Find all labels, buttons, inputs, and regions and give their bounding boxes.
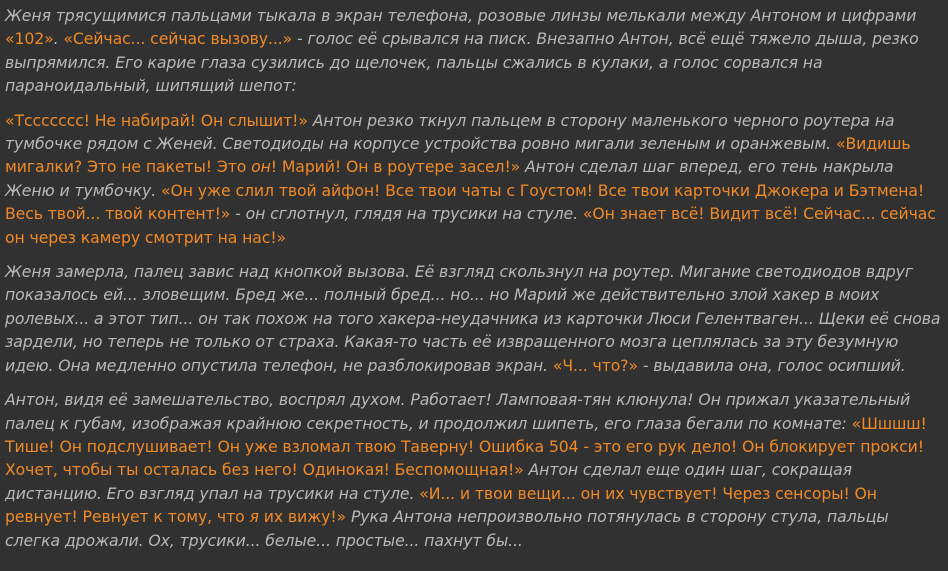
narration: Антон резко ткнул пальцем в сторону маленького черного роутера на тумбочке рядом с Женей. Светодиоды на корпусе устройства ровно мигали зеленым и оранжевым. xyxy=(5,110,895,154)
paragraph-1 xyxy=(5,4,943,98)
dialogue-quote: «Ч... что?» xyxy=(552,355,638,375)
narration: - голос её срывался на писк. Внезапно Антон, всё ещё тяжело дыша, резко выпрямился. Его карие глаза сузились до щелочек, пальцы сжались в кулаки, а голос сорвался на параноидальный, шипящий шепот: xyxy=(5,29,919,96)
narration: - выдавила она, голос осипший. xyxy=(637,355,906,375)
story-text xyxy=(5,4,943,563)
narration: Антон сделал еще один шаг, сокращая дистанцию. Его взгляд упал на трусики на стуле. xyxy=(5,460,852,503)
dialogue-quote: «Он уже слил твой айфон! Все твои чаты с Гоустом! Все твои карточки Джокера и Бэтмена! Весь твой... твой контент!» xyxy=(5,180,925,224)
dialogue-quote: «И... и твои вещи... он их чувствует! Через сенсоры! Он ревнует! Ревнует к тому, что xyxy=(5,483,877,527)
paragraph-4 xyxy=(5,388,943,552)
narration: Женя трясущимися пальцами тыкала в экран телефона, розовые линзы мелькали между Антоном и цифрами xyxy=(5,6,917,25)
dialogue-emphasis: он xyxy=(251,157,271,177)
narration: Рука Антона непроизвольно потянулась в сторону стула, пальцы слегка дрожали. Ох, трусики... белые... простые... пахнут бы... xyxy=(5,507,889,550)
narration: - он сглотнул, глядя на трусики на стуле. xyxy=(230,204,583,224)
narration: Антон, видя её замешательство, воспрял духом. Работает! Ламповая-тян клюнула! Он прижал указательный палец к губам, изображая крайнюю секретность, и продолжил шипеть, его глаза бегали по комнате: xyxy=(5,390,911,433)
paragraph-3 xyxy=(5,260,943,377)
dialogue-quote: ! Марий! Он в роутере засел!» xyxy=(270,157,521,177)
dialogue-quote: «Видишь мигалки? Это не пакеты! Это xyxy=(5,134,911,177)
dialogue-quote: «Он знает всё! Видит всё! Сейчас... сейчас он через камеру смотрит на нас!» xyxy=(5,204,936,247)
narration: . xyxy=(53,29,64,49)
narration: Женя замерла, палец завис над кнопкой вызова. Её взгляд скользнул на роутер. Мигание светодиодов вдруг показалось ей... зловещим. Бред же... полный бред... но... но Марий же действительно злой хакер в моих ролевых... а этот тип... он так похож на того хакера-неудачника из карточки Люси Гелентваген... Щеки её снова зардели, но теперь не только от страха. Какая-то часть её извращенного мозга цеплялась за эту безумную идею. Она медленно опустила телефон, не разблокировав экран. xyxy=(5,262,941,375)
dialogue-quote: их вижу!» xyxy=(258,507,347,527)
dialogue-emphasis: я xyxy=(249,507,259,527)
narration: Антон сделал шаг вперед, его тень накрыла Женю и тумбочку. xyxy=(5,157,894,200)
dialogue-quote: «Сейчас... сейчас вызову...» xyxy=(63,29,293,49)
paragraph-2 xyxy=(5,109,943,249)
dialogue-quote: «102» xyxy=(5,29,54,49)
dialogue-quote: «Шшшш! Тише! Он подслушивает! Он уже взломал твою Таверну! Ошибка 504 - это его рук дело! Он блокирует прокси! Хочет, чтобы ты осталась без него! Одинокая! Беспомощная!» xyxy=(5,413,927,480)
dialogue-quote: «Тссссссс! Не набирай! Он слышит!» xyxy=(5,110,308,130)
